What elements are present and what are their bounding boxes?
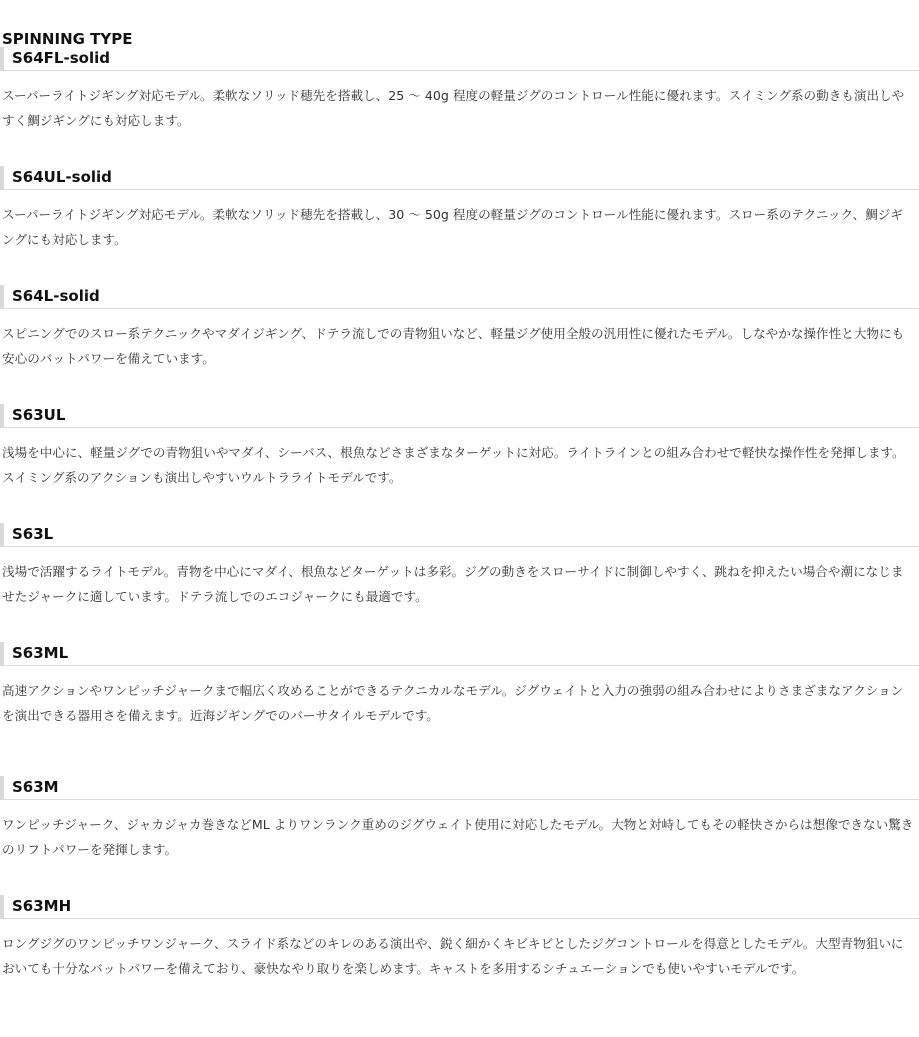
model-title: S63L <box>0 523 919 547</box>
model-description: ワンピッチジャーク、ジャカジャカ巻きなどML よりワンランク重めのジグウェイト使用に対応したモデル。大物と対峙してもその軽快さからは想像できない驚きのリフトパワーを発揮します。 <box>2 817 914 857</box>
model-section-s63ul <box>0 404 919 490</box>
model-description: スーパーライトジギング対応モデル。柔軟なソリッド穂先を搭載し、25 ～ 40g 程度の軽量ジグのコントロール性能に優れます。スイミング系の動きも演出しやすく鯛ジギングにも対応します。 <box>2 88 905 128</box>
model-title: S63MH <box>0 895 919 919</box>
model-title: S64L-solid <box>0 285 919 309</box>
model-title: S63UL <box>0 404 919 428</box>
model-description: スーパーライトジギング対応モデル。柔軟なソリッド穂先を搭載し、30 ～ 50g 程度の軽量ジグのコントロール性能に優れます。スロー系のテクニック、鯛ジギングにも対応します。 <box>2 207 903 247</box>
model-title: S63ML <box>0 642 919 666</box>
model-title: S63M <box>0 776 919 800</box>
model-section-s64fl-solid <box>0 47 919 133</box>
model-description: 高速アクションやワンピッチジャークまで幅広く攻めることができるテクニカルなモデル。ジグウェイトと入力の強弱の組み合わせによりさまざまなアクションを演出できる器用さを備えます。近海ジギングでのバーサタイルモデルです。 <box>2 683 904 723</box>
model-section-s64l-solid <box>0 285 919 371</box>
model-title: S64FL-solid <box>0 47 919 71</box>
model-title: S64UL-solid <box>0 166 919 190</box>
model-section-s63m <box>0 776 919 862</box>
model-section-s63mh <box>0 895 919 981</box>
model-description: 浅場を中心に、軽量ジグでの青物狙いやマダイ、シーバス、根魚などさまざまなターゲットに対応。ライトラインとの組み合わせで軽快な操作性を発揮します。スイミング系のアクションも演出しやすいウルトラライトモデルです。 <box>2 445 905 485</box>
model-description: スピニングでのスロー系テクニックやマダイジギング、ドテラ流しでの青物狙いなど、軽量ジグ使用全般の汎用性に優れたモデル。しなやかな操作性と大物にも安心のバットパワーを備えています。 <box>2 326 905 366</box>
model-description: 浅場で活躍するライトモデル。青物を中心にマダイ、根魚などターゲットは多彩。ジグの動きをスローサイドに制御しやすく、跳ねを抑えたい場合や潮になじませたジャークに適しています。ドテラ流しでのエコジャークにも最適です。 <box>2 564 904 604</box>
model-description: ロングジグのワンピッチワンジャーク、スライド系などのキレのある演出や、鋭く細かくキビキビとしたジグコントロールを得意としたモデル。大型青物狙いにおいても十分なバットパワーを備えており、豪快なやり取りを楽しめます。キャストを多用するシチュエーションでも使いやすいモデルです。 <box>2 936 904 976</box>
model-section-s63l <box>0 523 919 609</box>
model-section-s63ml <box>0 642 919 728</box>
model-section-s64ul-solid <box>0 166 919 252</box>
page-title: SPINNING TYPE <box>2 30 133 48</box>
